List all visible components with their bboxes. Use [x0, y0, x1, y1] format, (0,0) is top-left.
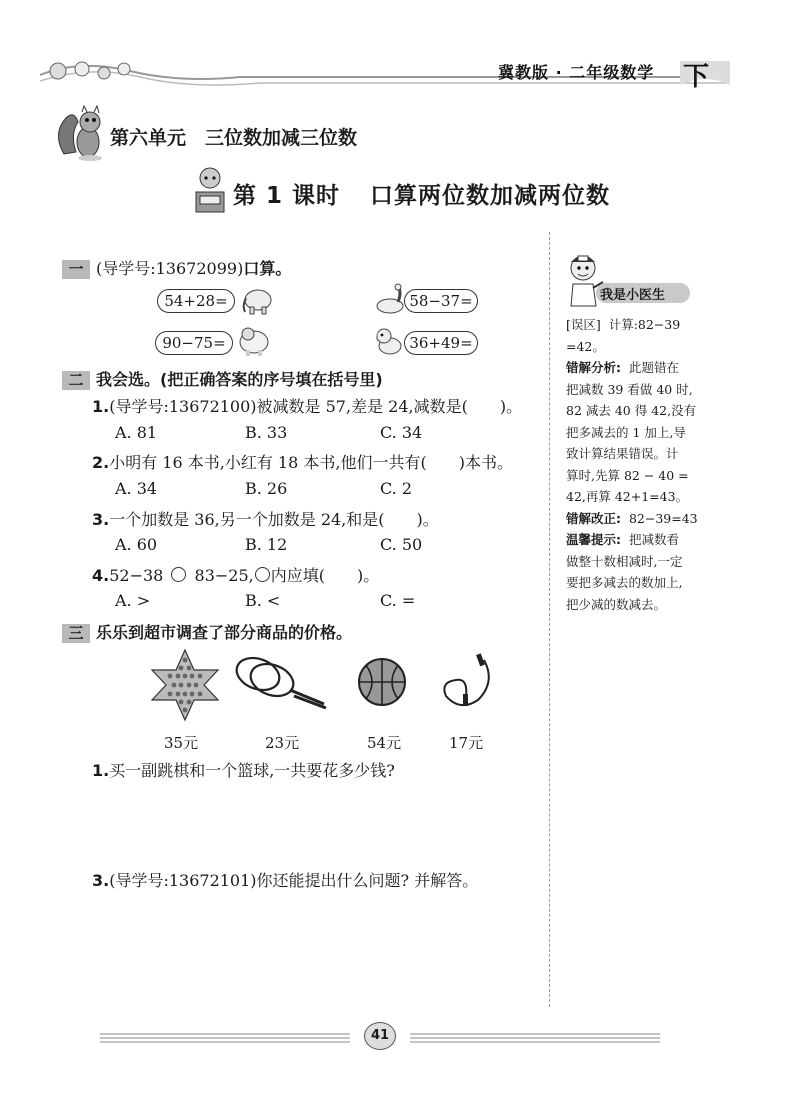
sidebar-line	[566, 357, 716, 379]
sidebar-line: 要把多减去的数加上,	[566, 575, 683, 590]
lesson-title	[233, 177, 610, 210]
unit-title: 第六单元 三位数加减三位数	[110, 127, 358, 149]
teacher-icon	[192, 166, 228, 216]
option-a[interactable]: A. 60	[115, 535, 158, 554]
sidebar-line: 把少减的数减去。	[566, 596, 667, 612]
sidebar-text: 把减数看	[628, 532, 679, 547]
section-1-heading	[62, 256, 291, 279]
sidebar-title: 我是小医生	[600, 288, 666, 303]
math-bubble: 36+49=	[404, 331, 478, 355]
question-text: (导学号:13672100)被减数是 57,差是 24,减数是( )。	[109, 397, 523, 416]
option-b[interactable]: B. 33	[245, 423, 288, 442]
sidebar-line: 82 减去 40 得 42,没有	[566, 403, 697, 418]
question-2	[92, 450, 513, 473]
question-text: 买一副跳棋和一个篮球,一共要花多少钱?	[109, 761, 395, 780]
question-text: 83−25,	[194, 566, 254, 585]
price-basketball: 54元	[367, 734, 402, 752]
price-jump-rope: 17元	[449, 734, 484, 752]
question-number: 2.	[92, 453, 110, 472]
option-c[interactable]: C. 2	[380, 479, 413, 498]
section-2-heading	[62, 367, 383, 390]
option-a[interactable]: A. 34	[115, 479, 158, 498]
series-label: 冀教版 · 二年级数学	[498, 63, 655, 82]
option-b[interactable]: B. 12	[245, 535, 288, 554]
question-text: 52−38	[109, 566, 164, 585]
question-text: 内应填( )。	[270, 566, 380, 585]
option-b[interactable]: B. 26	[245, 479, 288, 498]
correction-label: 错解改正:	[566, 510, 621, 526]
price-rackets: 23元	[265, 734, 300, 752]
option-c[interactable]: C. =	[380, 591, 416, 610]
elephant-icon	[240, 284, 274, 316]
sidebar-text: 82−39=43	[628, 510, 698, 526]
word-problem-3	[92, 868, 478, 891]
circle-blank	[255, 567, 270, 582]
math-bubble: 54+28=	[157, 289, 235, 313]
option-c[interactable]: C. 34	[380, 423, 423, 442]
question-number: 1.	[92, 397, 110, 416]
circle-blank[interactable]	[171, 567, 186, 582]
lesson-number: 第 1 课时	[233, 183, 341, 209]
question-number: 3.	[92, 871, 110, 890]
question-text: (导学号:13672101)你还能提出什么问题? 并解答。	[109, 871, 479, 890]
math-bubble: 90−75=	[155, 331, 233, 355]
basketball-icon	[356, 656, 408, 708]
section-title: 乐乐到超市调查了部分商品的价格。	[96, 623, 353, 642]
chinese-checkers-icon	[148, 648, 222, 722]
sidebar-line: 把减数 39 看做 40 时,	[566, 381, 693, 397]
sidebar-line: 算时,先算 82 − 40 =	[566, 467, 689, 483]
badminton-rackets-icon	[232, 652, 332, 710]
question-4	[92, 563, 379, 586]
tip-label: 温馨提示:	[566, 532, 621, 547]
squirrel-icon	[56, 104, 106, 162]
guide-number: (导学号:13672099)	[96, 259, 244, 278]
sheep-icon	[236, 322, 272, 358]
column-divider	[549, 232, 550, 1007]
section-3-heading	[62, 620, 352, 643]
word-problem-1	[92, 758, 395, 781]
sidebar-line: 做整十数相减时,一定	[566, 553, 683, 569]
section-title: 我会选。(把正确答案的序号填在括号里)	[96, 370, 383, 389]
option-a[interactable]: A. >	[115, 591, 151, 610]
sidebar-line: 致计算结果错误。计	[566, 446, 679, 461]
jump-rope-icon	[438, 652, 500, 712]
question-number: 4.	[92, 566, 110, 585]
sidebar-line	[566, 529, 716, 551]
page-number: 41	[364, 1022, 396, 1050]
sidebar-text: 计算:82−39	[608, 317, 681, 332]
analysis-label: 错解分析:	[566, 360, 621, 375]
question-1	[92, 394, 522, 417]
mistake-label: [误区]	[566, 317, 601, 332]
lesson-name: 口算两位数加减两位数	[370, 183, 611, 209]
sidebar-body	[566, 314, 716, 615]
sidebar-text: 此题错在	[628, 360, 679, 375]
question-text: 小明有 16 本书,小红有 18 本书,他们一共有( )本书。	[109, 453, 513, 472]
sidebar-line: 把多减去的 1 加上,导	[566, 424, 686, 440]
math-bubble: 58−37=	[404, 289, 478, 313]
question-number: 3.	[92, 510, 110, 529]
section-badge: 二	[62, 371, 90, 390]
volume-label: 下	[683, 62, 710, 92]
sidebar-line: 42,再算 42+1=43。	[566, 489, 689, 504]
question-3	[92, 507, 439, 530]
section-badge: 三	[62, 624, 90, 643]
price-checkers: 35元	[164, 734, 199, 752]
section-badge: 一	[62, 260, 90, 279]
option-b[interactable]: B. <	[245, 591, 281, 610]
option-c[interactable]: C. 50	[380, 535, 423, 554]
goose-icon	[374, 282, 408, 316]
section-title: 口算。	[243, 259, 292, 278]
sidebar-line	[566, 314, 716, 336]
dog-icon	[372, 324, 406, 358]
question-number: 1.	[92, 761, 110, 780]
option-a[interactable]: A. 81	[115, 423, 158, 442]
sidebar-line: =42。	[566, 338, 605, 354]
sidebar-line	[566, 508, 716, 530]
question-text: 一个加数是 36,另一个加数是 24,和是( )。	[109, 510, 439, 529]
